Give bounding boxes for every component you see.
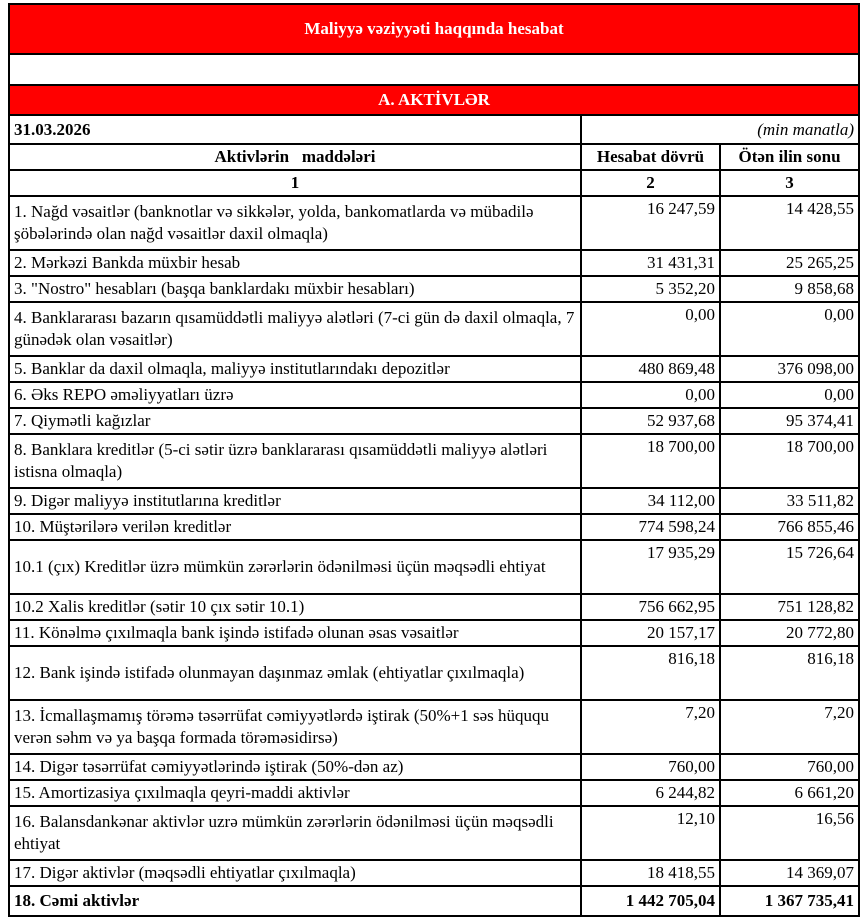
report-date: 31.03.2026 (9, 115, 581, 144)
row-value-current: 760,00 (581, 754, 720, 780)
table-row (9, 434, 859, 488)
row-label: 10. Müştərilərə verilən kreditlər (9, 514, 581, 540)
table-row (9, 196, 859, 250)
row-value-previous: 25 265,25 (720, 250, 859, 276)
column-header-items: Aktivlərin maddələri (9, 144, 581, 170)
row-label: 6. Əks REPO əməliyyatları üzrə (9, 382, 581, 408)
table-row (9, 514, 859, 540)
row-label: 10.1 (çıx) Kreditlər üzrə mümkün zərərlərin ödənilməsi üçün məqsədli ehtiyat (9, 540, 581, 594)
row-value-current: 12,10 (581, 806, 720, 860)
column-number-row (9, 170, 859, 196)
row-value-previous: 20 772,80 (720, 620, 859, 646)
row-value-current: 18 418,55 (581, 860, 720, 886)
spacer-cell (9, 54, 859, 85)
row-value-previous: 0,00 (720, 302, 859, 356)
row-value-previous: 95 374,41 (720, 408, 859, 434)
total-value-current: 1 442 705,04 (581, 886, 720, 916)
row-value-previous: 751 128,82 (720, 594, 859, 620)
table-row (9, 382, 859, 408)
row-value-previous: 9 858,68 (720, 276, 859, 302)
column-header-row (9, 144, 859, 170)
row-label: 3. "Nostro" hesabları (başqa banklardakı müxbir hesabları) (9, 276, 581, 302)
row-value-previous: 14 369,07 (720, 860, 859, 886)
table-row (9, 488, 859, 514)
row-value-previous: 760,00 (720, 754, 859, 780)
row-label: 7. Qiymətli kağızlar (9, 408, 581, 434)
row-label: 2. Mərkəzi Bankda müxbir hesab (9, 250, 581, 276)
row-value-previous: 14 428,55 (720, 196, 859, 250)
row-label: 9. Digər maliyyə institutlarına kreditlər (9, 488, 581, 514)
row-value-previous: 6 661,20 (720, 780, 859, 806)
total-label: 18. Cəmi aktivlər (9, 886, 581, 916)
table-row (9, 356, 859, 382)
column-number-3: 3 (720, 170, 859, 196)
row-value-current: 52 937,68 (581, 408, 720, 434)
table-row (9, 302, 859, 356)
row-value-current: 16 247,59 (581, 196, 720, 250)
row-value-current: 7,20 (581, 700, 720, 754)
row-value-current: 480 869,48 (581, 356, 720, 382)
title-row (9, 4, 859, 54)
row-value-current: 756 662,95 (581, 594, 720, 620)
table-row (9, 276, 859, 302)
total-value-previous: 1 367 735,41 (720, 886, 859, 916)
row-value-current: 5 352,20 (581, 276, 720, 302)
table-row (9, 700, 859, 754)
row-label: 1. Nağd vəsaitlər (banknotlar və sikkələr, yolda, bankomatlarda və mübadilə şöbələrində olan nağd vəsaitlər daxil olmaqla) (9, 196, 581, 250)
table-row (9, 540, 859, 594)
column-header-previous: Ötən ilin sonu (720, 144, 859, 170)
row-value-current: 18 700,00 (581, 434, 720, 488)
row-value-previous: 766 855,46 (720, 514, 859, 540)
table-row (9, 408, 859, 434)
row-value-previous: 7,20 (720, 700, 859, 754)
date-row (9, 115, 859, 144)
row-value-current: 20 157,17 (581, 620, 720, 646)
row-value-current: 0,00 (581, 382, 720, 408)
unit-note: (min manatla) (581, 115, 859, 144)
row-value-previous: 0,00 (720, 382, 859, 408)
column-header-current: Hesabat dövrü (581, 144, 720, 170)
row-value-current: 6 244,82 (581, 780, 720, 806)
table-row (9, 620, 859, 646)
table-row (9, 594, 859, 620)
row-label: 12. Bank işində istifadə olunmayan daşınmaz əmlak (ehtiyatlar çıxılmaqla) (9, 646, 581, 700)
financial-position-report (8, 3, 860, 917)
section-header: A. AKTİVLƏR (9, 85, 859, 115)
row-label: 15. Amortizasiya çıxılmaqla qeyri-maddi aktivlər (9, 780, 581, 806)
table-row (9, 250, 859, 276)
table-row (9, 754, 859, 780)
row-label: 17. Digər aktivlər (məqsədli ehtiyatlar çıxılmaqla) (9, 860, 581, 886)
row-value-previous: 376 098,00 (720, 356, 859, 382)
row-value-previous: 18 700,00 (720, 434, 859, 488)
total-row (9, 886, 859, 916)
section-row (9, 85, 859, 115)
row-label: 10.2 Xalis kreditlər (sətir 10 çıx sətir 10.1) (9, 594, 581, 620)
report-page (8, 3, 858, 917)
row-label: 13. İcmallaşmamış törəmə təsərrüfat cəmiyyətlərdə iştirak (50%+1 səs hüququ verən səhm və ya başqa formada törəməsidirsə) (9, 700, 581, 754)
spacer-row (9, 54, 859, 85)
row-value-current: 34 112,00 (581, 488, 720, 514)
table-row (9, 780, 859, 806)
row-value-current: 0,00 (581, 302, 720, 356)
report-title: Maliyyə vəziyyəti haqqında hesabat (9, 4, 859, 54)
row-label: 11. Könəlmə çıxılmaqla bank işində istifadə olunan əsas vəsaitlər (9, 620, 581, 646)
row-value-current: 816,18 (581, 646, 720, 700)
row-label: 14. Digər təsərrüfat cəmiyyətlərində iştirak (50%-dən az) (9, 754, 581, 780)
column-number-2: 2 (581, 170, 720, 196)
row-value-previous: 16,56 (720, 806, 859, 860)
row-value-current: 31 431,31 (581, 250, 720, 276)
row-value-previous: 15 726,64 (720, 540, 859, 594)
row-label: 16. Balansdankənar aktivlər uzrə mümkün zərərlərin ödənilməsi üçün məqsədli ehtiyat (9, 806, 581, 860)
table-row (9, 860, 859, 886)
row-label: 5. Banklar da daxil olmaqla, maliyyə institutlarındakı depozitlər (9, 356, 581, 382)
row-label: 8. Banklara kreditlər (5-ci sətir üzrə banklararası qısamüddətli maliyyə alətləri istisna olmaqla) (9, 434, 581, 488)
column-number-1: 1 (9, 170, 581, 196)
row-value-current: 17 935,29 (581, 540, 720, 594)
table-row (9, 646, 859, 700)
row-value-previous: 33 511,82 (720, 488, 859, 514)
row-value-previous: 816,18 (720, 646, 859, 700)
row-label: 4. Banklararası bazarın qısamüddətli maliyyə alətləri (7-ci gün də daxil olmaqla, 7 günədək olan vəsaitlər) (9, 302, 581, 356)
table-row (9, 806, 859, 860)
row-value-current: 774 598,24 (581, 514, 720, 540)
